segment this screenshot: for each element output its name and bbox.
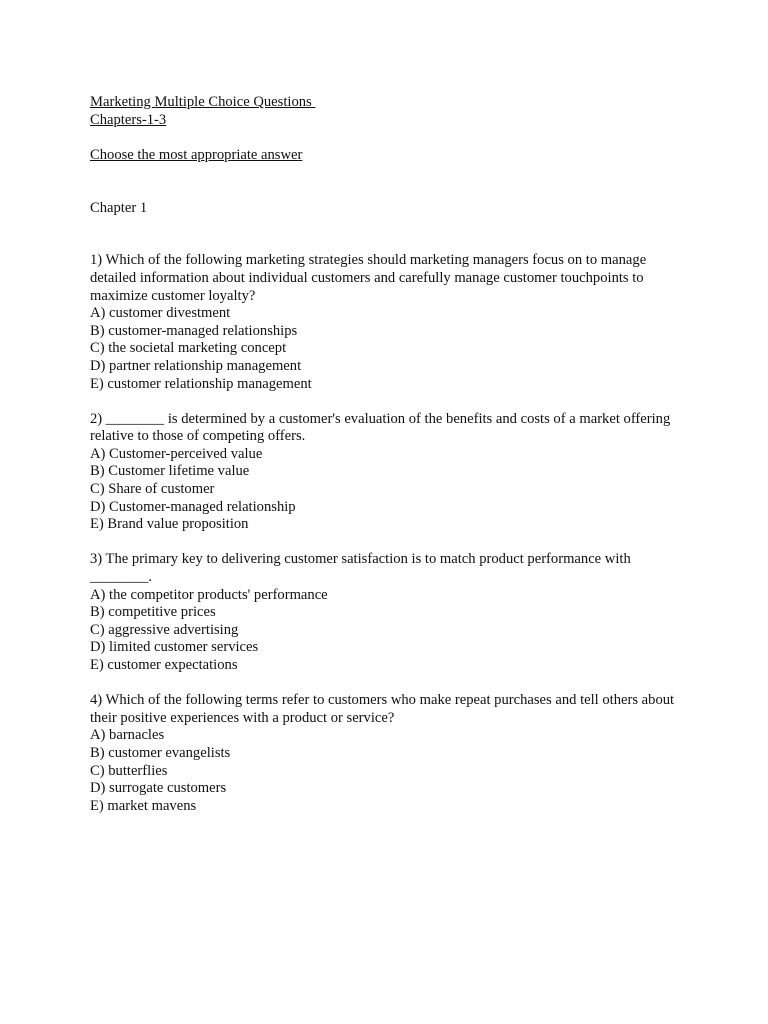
spacer bbox=[90, 393, 680, 411]
answer-option: B) customer evangelists bbox=[90, 744, 231, 761]
spacer bbox=[90, 217, 680, 252]
question-2 bbox=[90, 411, 680, 534]
document-page bbox=[90, 94, 680, 815]
answer-option: E) market mavens bbox=[90, 797, 197, 814]
answer-option: C) butterflies bbox=[90, 762, 168, 779]
chapter-heading: Chapter 1 bbox=[90, 199, 148, 216]
answer-option: E) Brand value proposition bbox=[90, 516, 249, 533]
answer-option: A) the competitor products' performance bbox=[90, 586, 328, 603]
question-4 bbox=[90, 692, 680, 815]
spacer bbox=[90, 534, 680, 552]
answer-option: D) limited customer services bbox=[90, 639, 259, 656]
answer-option: D) Customer-managed relationship bbox=[90, 498, 296, 515]
answer-options bbox=[90, 446, 680, 534]
answer-option: B) Customer lifetime value bbox=[90, 463, 250, 480]
question-text: 1) Which of the following marketing strategies should marketing managers focus on to manage detailed information about individual customers and carefully manage customer touchpoints to maximize customer loyalty? bbox=[90, 252, 647, 304]
answer-option: C) aggressive advertising bbox=[90, 621, 239, 638]
answer-option: E) customer relationship management bbox=[90, 375, 312, 392]
answer-option: E) customer expectations bbox=[90, 657, 238, 673]
chapters-range: Chapters-1-3 bbox=[90, 111, 167, 128]
question-text: 3) The primary key to delivering customer satisfaction is to match product performance with ________. bbox=[90, 551, 631, 586]
question-3 bbox=[90, 551, 680, 674]
spacer bbox=[90, 129, 680, 147]
answer-option: B) customer-managed relationships bbox=[90, 322, 298, 339]
answer-option: D) surrogate customers bbox=[90, 780, 227, 797]
answer-option: A) Customer-perceived value bbox=[90, 445, 263, 462]
document-title: Marketing Multiple Choice Questions bbox=[90, 94, 316, 110]
answer-options bbox=[90, 727, 680, 815]
question-text: 2) ________ is determined by a customer's evaluation of the benefits and costs of a market offering relative to those of competing offers. bbox=[90, 410, 671, 445]
answer-option: C) the societal marketing concept bbox=[90, 340, 287, 357]
answer-option: C) Share of customer bbox=[90, 481, 215, 498]
answer-option: A) barnacles bbox=[90, 727, 165, 744]
spacer bbox=[90, 164, 680, 199]
spacer bbox=[90, 675, 680, 693]
answer-options bbox=[90, 587, 680, 675]
instruction-text: Choose the most appropriate answer bbox=[90, 146, 303, 163]
answer-option: B) competitive prices bbox=[90, 604, 216, 621]
answer-option: A) customer divestment bbox=[90, 305, 231, 322]
question-1 bbox=[90, 252, 680, 393]
question-text: 4) Which of the following terms refer to customers who make repeat purchases and tell others about their positive experiences with a product or service? bbox=[90, 692, 675, 726]
answer-options bbox=[90, 305, 680, 393]
answer-option: D) partner relationship management bbox=[90, 357, 302, 374]
